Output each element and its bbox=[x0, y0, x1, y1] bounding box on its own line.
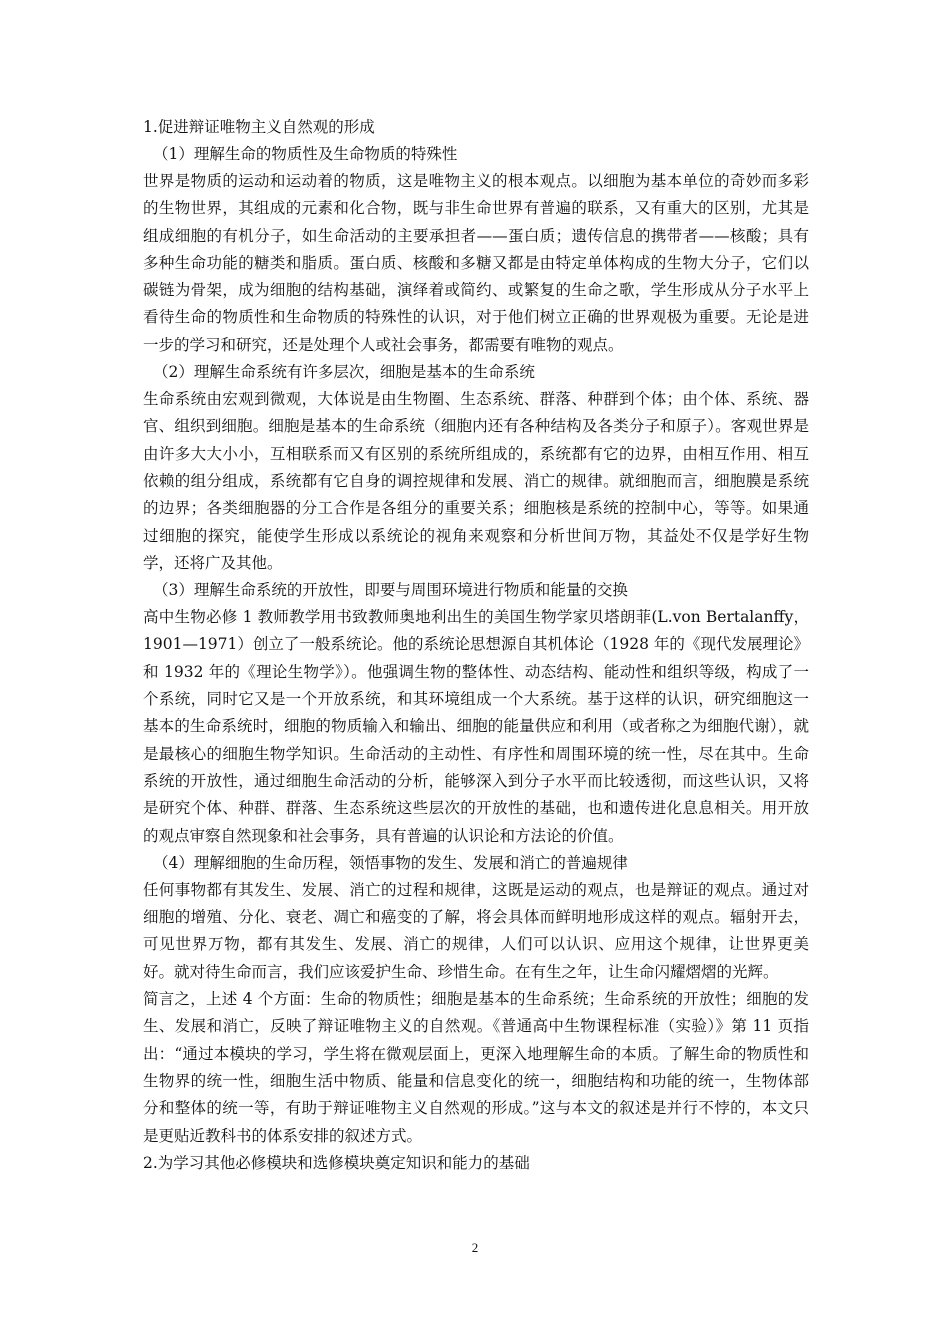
paragraph-1: 世界是物质的运动和运动着的物质，这是唯物主义的根本观点。以细胞为基本单位的奇妙而多彩的生物世界，其组成的元素和化合物，既与非生命世界有普遍的联系，又有重大的区别，尤其是组成细胞的有机分子，如生命活动的主要承担者——蛋白质；遗传信息的携带者——核酸；具有多种生命功能的糖类和脂质。蛋白质、核酸和多糖又都是由特定单体构成的生物大分子，它们以碳链为骨架，成为细胞的结构基础，演绎着或简约、或繁复的生命之歌，学生形成从分子水平上看待生命的物质性和生命物质的特殊性的认识，对于他们树立正确的世界观极为重要。无论是进一步的学习和研究，还是处理个人或社会事务，都需要有唯物的观点。 bbox=[143, 172, 809, 354]
subsection-heading-3: （3）理解生命系统的开放性，即要与周围环境进行物质和能量的交换 bbox=[153, 581, 628, 600]
page-number: 2 bbox=[471, 1240, 479, 1255]
section-heading-1: 1.促进辩证唯物主义自然观的形成 bbox=[143, 118, 375, 136]
subsection-heading-1: （1）理解生命的物质性及生命物质的特殊性 bbox=[153, 145, 458, 163]
subsection-heading-2: （2）理解生命系统有许多层次，细胞是基本的生命系统 bbox=[153, 363, 535, 382]
paragraph-3: 高中生物必修 1 教师教学用书致教师奥地利出生的美国生物学家贝塔朗菲(L.von Bertalanffy，1901—1971）创立了一般系统论。他的系统论思想源自其机体论（1928 年的《现代发展理论》和 1932 年的《理论生物学》）。他强调生物的整体性、动态结构、能动性和组织等级，构成了一个系统，同时它又是一个开放系统，和其环境组成一个大系统。基于这样的认识，研究细胞这一基本的生命系统时，细胞的物质输入和输出、细胞的能量供应和利用（或者称之为细胞代谢），就是最核心的细胞生物学知识。生命活动的主动性、有序性和周围环境的统一性，尽在其中。生命系统的开放性，通过细胞生命活动的分析，能够深入到分子水平而比较透彻，而这些认识，又将是研究个体、种群、群落、生态系统这些层次的开放性的基础，也和遗传进化息息相关。用开放的观点审察自然现象和社会事务，具有普遍的认识论和方法论的价值。 bbox=[143, 608, 809, 845]
section-heading-2: 2.为学习其他必修模块和选修模块奠定知识和能力的基础 bbox=[143, 1153, 530, 1172]
paragraph-2: 生命系统由宏观到微观，大体说是由生物圈、生态系统、群落、种群到个体；由个体、系统、器官、组织到细胞。细胞是基本的生命系统（细胞内还有各种结构及各类分子和原子）。客观世界是由许多大大小小，互相联系而又有区别的系统所组成的，系统都有它的边界，由相互作用、相互依赖的组分组成，系统都有它自身的调控规律和发展、消亡的规律。就细胞而言，细胞膜是系统的边界；各类细胞器的分工合作是各组分的重要关系；细胞核是系统的控制中心，等等。如果通过细胞的探究，能使学生形成以系统论的视角来观察和分析世间万物，其益处不仅是学好生物学，还将广及其他。 bbox=[143, 390, 809, 572]
subsection-heading-4: （4）理解细胞的生命历程，领悟事物的发生、发展和消亡的普遍规律 bbox=[153, 853, 628, 872]
paragraph-4: 任何事物都有其发生、发展、消亡的过程和规律，这既是运动的观点，也是辩证的观点。通过对细胞的增殖、分化、衰老、凋亡和癌变的了解，将会具体而鲜明地形成这样的观点。辐射开去，可见世界万物，都有其发生、发展、消亡的规律，人们可以认识、应用这个规律，让世界更美好。就对待生命而言，我们应该爱护生命、珍惜生命。在有生之年，让生命闪耀熠熠的光辉。 bbox=[143, 880, 809, 981]
document-body bbox=[143, 114, 809, 1177]
paragraph-5: 简言之，上述 4 个方面：生命的物质性；细胞是基本的生命系统；生命系统的开放性；细胞的发生、发展和消亡，反映了辩证唯物主义的自然观。《普通高中生物课程标准（实验）》第 11 页指出：“通过本模块的学习，学生将在微观层面上，更深入地理解生命的本质。了解生命的物质性和生物界的统一性，细胞生活中物质、能量和信息变化的统一，细胞结构和功能的统一，生物体部分和整体的统一等，有助于辩证唯物主义自然观的形成。”这与本文的叙述是并行不悖的，本文只是更贴近教科书的体系安排的叙述方式。 bbox=[143, 990, 809, 1145]
